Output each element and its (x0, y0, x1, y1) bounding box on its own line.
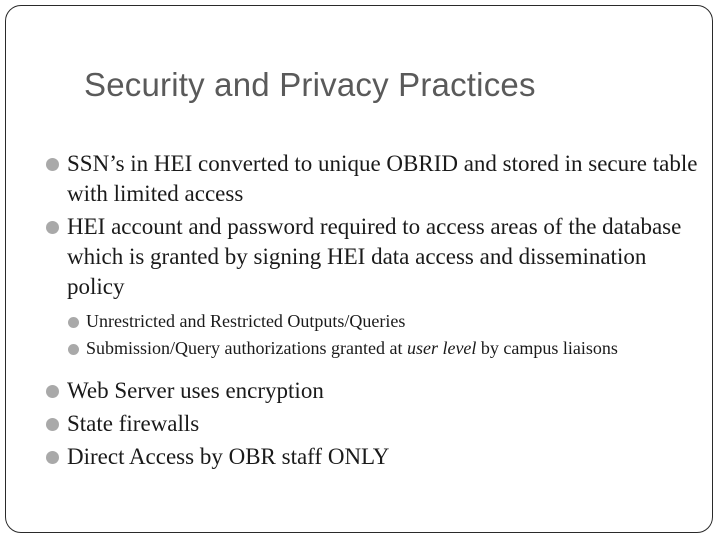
bullet-list (46, 149, 706, 472)
bullet-text: Direct Access by OBR staff ONLY (67, 444, 390, 469)
bullet-dot-icon (46, 451, 59, 464)
sub-bullet-item-outputs (46, 309, 706, 333)
sub-bullet-dot-icon (68, 344, 79, 355)
sub-bullet-item-submission (46, 336, 706, 360)
sub-bullet-text-italic: user level (406, 338, 477, 358)
sub-bullet-text: Unrestricted and Restricted Outputs/Queries (86, 311, 406, 331)
sub-bullet-dot-icon (68, 317, 79, 328)
bullet-dot-icon (46, 221, 59, 234)
bullet-dot-icon (46, 158, 59, 171)
bullet-item-account (46, 212, 706, 302)
sub-bullet-text-after: by campus liaisons (476, 338, 618, 358)
bullet-text: SSN’s in HEI converted to unique OBRID and stored in secure table with limited access (67, 151, 698, 206)
sub-bullet-text-before: Submission/Query authorizations granted at (86, 338, 407, 358)
slide-frame (5, 5, 713, 533)
bullet-text: State firewalls (67, 411, 200, 436)
bullet-text: HEI account and password required to access areas of the database which is granted by signing HEI data access and dissemination policy (67, 214, 682, 299)
bullet-item-direct-access (46, 442, 706, 472)
bullet-text: Web Server uses encryption (67, 378, 324, 403)
bullet-dot-icon (46, 418, 59, 431)
slide-title: Security and Privacy Practices (84, 66, 536, 103)
bullet-item-ssn (46, 149, 706, 209)
bullet-item-web-server (46, 376, 706, 406)
bullet-dot-icon (46, 385, 59, 398)
bullet-item-firewalls (46, 409, 706, 439)
